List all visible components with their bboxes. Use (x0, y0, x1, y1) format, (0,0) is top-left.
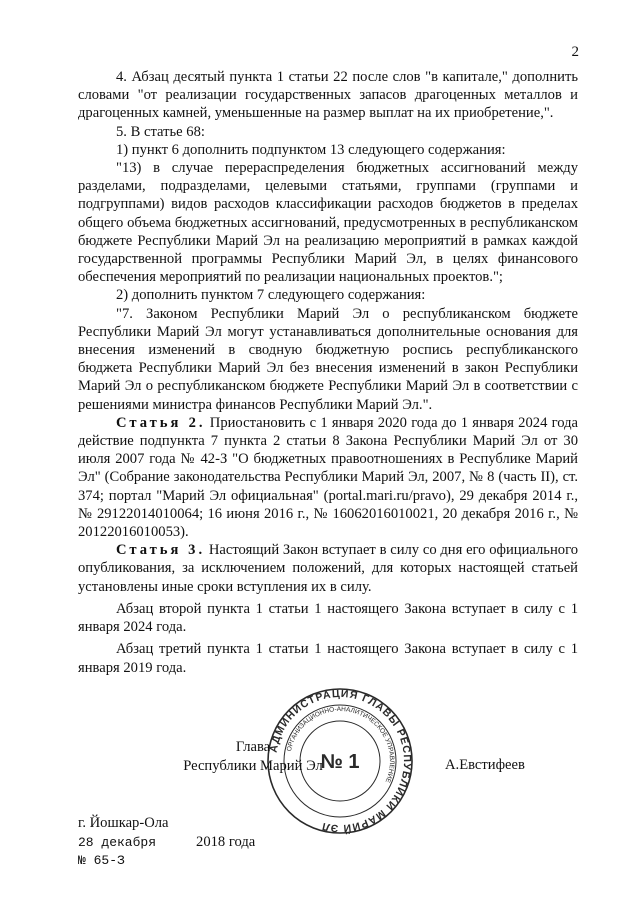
article-2-text: Приостановить с 1 января 2020 года до 1 января 2024 года действие подпункта 7 пункта 2 статьи 8 Закона Республики Марий Эл от 30 июля 2007 года № 42-З "О бюджетных правоотношениях в Республике Марий Эл" (Собрание законодательства Республики Марий Эл, 2007, № 8 (часть II), ст. 374; портал "Марий Эл официальная" (portal.mari.ru/pravo), 29 декабря 2014 г., № 29122014010064; 16 июня 2016 г., № 16062016010021, 20 декабря 2016 г., № 20122016010053). (78, 414, 578, 541)
footer-date-line (78, 833, 255, 853)
footer-date: 28 декабря (78, 834, 157, 850)
paragraph-item-4: 4. Абзац десятый пункта 1 статьи 22 после слов "в капитале," дополнить словами "от реализации государственных запасов драгоценных металлов и драгоценных камней, уменьшенные на размер выплат на их приобретение,". (78, 69, 578, 122)
page-number: 2 (571, 44, 579, 60)
footer-details (78, 814, 255, 871)
footer-city: г. Йошкар-Ола (78, 815, 169, 831)
paragraph-subitem-2: 2) дополнить пунктом 7 следующего содержания: (116, 287, 426, 304)
article-3-paragraph-3: Абзац третий пункта 1 статьи 1 настоящего Закона вступает в силу с 1 января 2019 года. (78, 641, 578, 676)
article-3 (78, 541, 578, 596)
signatory-title (178, 738, 328, 775)
article-3-paragraph-2: Абзац второй пункта 1 статьи 1 настоящего Закона вступает в силу с 1 января 2024 года. (78, 600, 578, 636)
paragraph-article-68: 5. В статье 68: (116, 123, 205, 140)
footer-year: 2018 года (196, 833, 256, 850)
paragraph-subitem-1: 1) пункт 6 дополнить подпунктом 13 следующего содержания: (116, 141, 506, 158)
article-3-text: Настоящий Закон вступает в силу со дня его официального опубликования, за исключением положений, для которых настоящей статьей установлены иные сроки вступления их в силу. (78, 542, 578, 595)
paragraph-quote-7: "7. Законом Республики Марий Эл о республиканском бюджете Республики Марий Эл могут устанавливаться дополнительные основания для внесения изменений в сводную бюджетную роспись республиканского бюджета Республики Марий Эл без внесения изменений в закон Республики Марий Эл о республиканском бюджете Республики Марий Эл в соответствии с решениями министра финансов Республики Марий Эл.". (78, 305, 578, 413)
paragraph-quote-13: "13) в случае перераспределения бюджетных ассигнований между разделами, подразделами, целевыми статьями, группами (группами и подгруппами) видов расходов классификации расходов бюджетов в пределах общего объема бюджетных ассигнований, предусмотренных в республиканском бюджете Республики Марий Эл на реализацию мероприятий в рамках каждой государственной программы Республики Марий Эл, в целях финансового обеспечения мероприятий по реализации национальных проектов."; (78, 160, 578, 286)
stamp-inner-text: ОРГАНИЗАЦИОННО-АНАЛИТИЧЕСКОЕ УПРАВЛЕНИЕ (285, 705, 396, 784)
signatory-title-line-2: Республики Марий Эл (183, 757, 323, 774)
stamp-number: № 1 (320, 751, 360, 773)
signatory-name: А.Евстифеев (445, 757, 525, 773)
signatory-title-line-1: Глава (235, 739, 271, 755)
stamp-outer-text: АДМИНИСТРАЦИЯ ГЛАВЫ РЕСПУБЛИКИ МАРИЙ ЭЛ (267, 687, 414, 835)
article-3-heading: Статья 3. (116, 542, 206, 559)
article-2 (78, 414, 578, 541)
law-body (78, 68, 578, 677)
footer-law-number: № 65-З (78, 853, 125, 868)
article-2-heading: Статья 2. (116, 414, 206, 431)
